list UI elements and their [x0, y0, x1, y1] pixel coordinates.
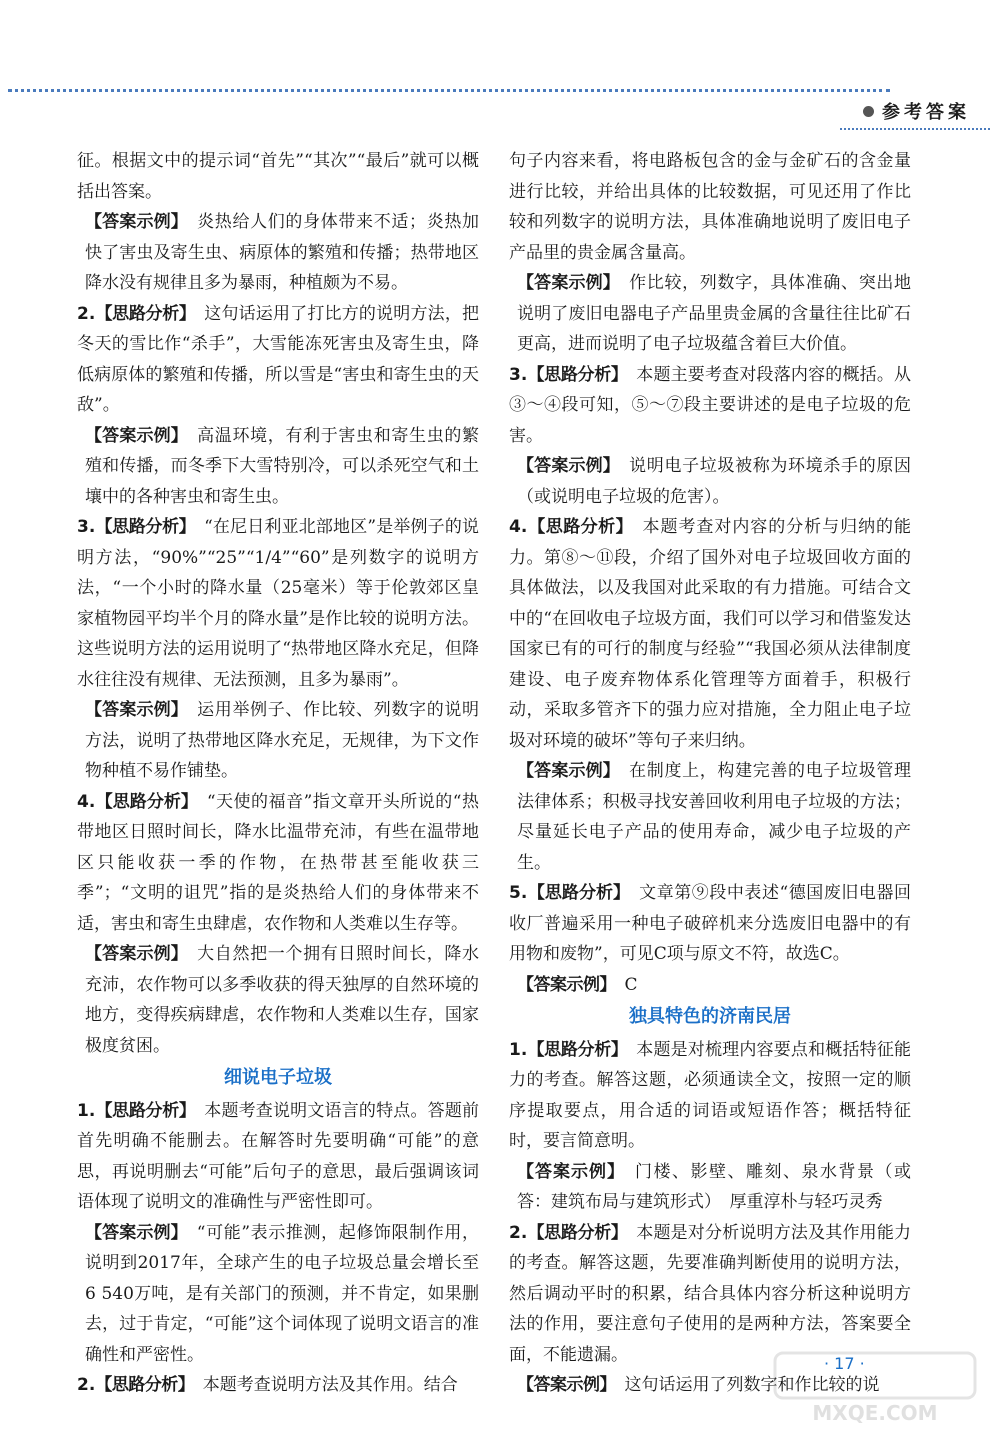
item-number: 5.: [509, 883, 528, 903]
page-number-value: 17: [834, 1354, 855, 1373]
answer-item: [77, 207, 479, 299]
item-number: 2.: [77, 1375, 96, 1395]
answer-tag: 【思路分析】: [527, 517, 625, 537]
answer-item: [509, 970, 911, 1001]
answer-text: 在制度上，构建完善的电子垃圾管理法律体系；积极寻找安善回收利用电子垃圾的方法；尽量延长电子产品的使用寿命，减少电子垃圾的产生。: [517, 761, 912, 873]
answer-tag: 【思路分析】: [95, 517, 187, 537]
answer-text: 本题考查说明文语言的特点。答题前首先明确不能删去。在解答时先要明确“可能”的意思，再说明删去“可能”后句子的意思，最后强调该词语体现了说明文的准确性与严密性即可。: [77, 1100, 480, 1212]
watermark-frame: [775, 1353, 975, 1398]
answer-item: [509, 512, 911, 756]
answer-item: [77, 1218, 479, 1371]
answer-item: [509, 756, 911, 878]
answer-text: 本题是对梳理内容要点和概括特征能力的考查。解答这题，必须通读全文，按照一定的顺序提取要点，用合适的词语或短语作答；概括特征时，要言简意明。: [509, 1039, 912, 1151]
answer-text: “天使的福音”指文章开头所说的“热带地区日照时间长，降水比温带充沛，有些在温带地区只能收获一季的作物，在热带甚至能收获三季”；“文明的诅咒”指的是炎热给人们的身体带来不适，害虫和寄生虫肆虐，农作物和人类难以生存等。: [77, 791, 480, 934]
answer-tag: 【答案示例】: [517, 974, 608, 995]
section-heading: 独具特色的济南民居: [629, 1006, 791, 1027]
answer-item: [509, 451, 911, 512]
paragraph: 征。根据文中的提示词“首先”“其次”“最后”就可以概括出答案。: [77, 151, 479, 202]
header-dotted-rule: [8, 89, 890, 92]
item-number: 3.: [77, 517, 96, 537]
answer-text: 门楼、影壁、雕刻、泉水背景（或答：建筑布局与建筑形式） 厚重淳朴与轻巧灵秀: [517, 1161, 911, 1212]
answer-text: C: [607, 974, 638, 995]
answer-text: 高温环境，有利于害虫和寄生虫的繁殖和传播，而冬季下大雪特别冷，可以杀死空气和土壤中的各种害虫和寄生虫。: [85, 425, 480, 507]
watermark-text: MXQE.COM: [812, 1401, 938, 1425]
answer-item: [509, 268, 911, 360]
answer-text: 炎热给人们的身体带来不适；炎热加快了害虫及寄生虫、病原体的繁殖和传播；热带地区降水没有规律且多为暴雨，种植颇为不易。: [85, 212, 480, 293]
answer-text: “在尼日利亚北部地区”是举例子的说明方法，“90%”“25”“1/4”“60”是列数字的说明方法，“一个小时的降水量（25毫米）等于伦敦郊区皇家植物园平均半个月的降水量”是作比较的说明方法。这些说明方法的运用说明了“热带地区降水充足，但降水往往没有规律、无法预测，且多为暴雨”。: [77, 517, 480, 690]
answer-item: [77, 939, 479, 1061]
item-number: 1.: [509, 1039, 528, 1060]
answer-text: 本题是对分析说明方法及其作用能力的考查。解答这题，先要准确判断使用的说明方法，然后调动平时的积累，结合具体内容分析这种说明方法的作用，要注意句子使用的是两种方法，答案要全面，不能遗漏。: [509, 1222, 912, 1365]
answer-tag: 【思路分析】: [527, 364, 620, 385]
answer-item: [77, 512, 479, 695]
header-underline: [840, 128, 990, 130]
answer-item: [77, 1096, 479, 1218]
answer-tag: 【答案示例】: [517, 1161, 617, 1182]
answer-tag: 【思路分析】: [95, 1100, 188, 1121]
answer-tag: 【答案示例】: [85, 944, 180, 964]
item-number: 2.: [77, 303, 96, 324]
answer-text: 作比较，列数字，具体准确、突出地说明了废旧电器电子产品里贵金属的含量往往比矿石更高，进而说明了电子垃圾蕴含着巨大价值。: [517, 273, 912, 354]
answer-item: [77, 421, 479, 513]
answer-item: [77, 695, 479, 787]
page-header: [863, 98, 970, 124]
answer-tag: 【思路分析】: [95, 303, 188, 324]
answer-text: 这句话运用了列数字和作比较的说: [607, 1375, 880, 1395]
header-title: 参考答案: [882, 102, 970, 123]
watermark-logo: [770, 1348, 980, 1428]
answer-item: [77, 1370, 479, 1401]
answer-text: 文章第⑨段中表述“德国废旧电器回收厂普遍采用一种电子破碎机来分选废旧电器中的有用物和废物”，可见C项与原文不符，故选C。: [509, 883, 911, 964]
item-number: 4.: [77, 791, 96, 812]
answer-item: [509, 1035, 911, 1157]
item-number: 1.: [77, 1100, 96, 1121]
answer-text: 本题考查对内容的分析与归纳的能力。第⑧～⑪段，介绍了国外对电子垃圾回收方面的具体做法，以及我国对此采取的有力措施。可结合文中的“在回收电子垃圾方面，我们可以学习和借鉴发达国家已有的可行的制度与经验”“我国必须从法律制度建设、电子废弃物体系化管理等方面着手，积极行动，采取多管齐下的强力应对措施，全力阻止电子垃圾对环境的破坏”等句子来归纳。: [509, 517, 912, 751]
answer-tag: 【答案示例】: [85, 700, 180, 720]
answer-text: 大自然把一个拥有日照时间长，降水充沛，农作物可以多季收获的得天独厚的自然环境的地方，变得疾病肆虐，农作物和人类难以生存，国家极度贫困。: [85, 944, 480, 1056]
answer-tag: 【思路分析】: [527, 883, 622, 903]
paragraph: 句子内容来看，将电路板包含的金与金矿石的含金量进行比较，并给出具体的比较数据，可见还用了作比较和列数字的说明方法，具体准确地说明了废旧电子产品里的贵金属含量高。: [509, 151, 911, 263]
answer-item: [77, 787, 479, 940]
answer-tag: 【答案示例】: [85, 1222, 180, 1243]
answer-text: 说明电子垃圾被称为环境杀手的原因（或说明电子垃圾的危害）。: [517, 456, 912, 507]
answer-item: [509, 360, 911, 452]
answer-tag: 【思路分析】: [527, 1039, 620, 1060]
item-number: 2.: [509, 1222, 528, 1243]
left-column: [77, 146, 479, 1401]
answer-text: 这句话运用了打比方的说明方法，把冬天的雪比作“杀手”，大雪能冻死害虫及寄生虫，降低病原体的繁殖和传播，所以雪是“害虫和寄生虫的天敌”。: [77, 303, 480, 415]
right-column: [509, 146, 911, 1401]
answer-tag: 【答案示例】: [85, 212, 180, 232]
answer-tag: 【答案示例】: [517, 273, 612, 293]
item-number: 3.: [509, 364, 528, 385]
answer-tag: 【思路分析】: [527, 1222, 620, 1243]
answer-text: 运用举例子、作比较、列数字的说明方法，说明了热带地区降水充足，无规律，为下文作物种植不易作铺垫。: [85, 700, 480, 781]
answer-tag: 【答案示例】: [517, 1375, 608, 1395]
answer-tag: 【思路分析】: [95, 1375, 186, 1395]
item-number: 4.: [509, 517, 528, 537]
answer-item: [509, 1157, 911, 1218]
section-heading: 细说电子垃圾: [224, 1067, 332, 1088]
answer-tag: 【答案示例】: [85, 425, 180, 446]
answer-text: “可能”表示推测，起修饰限制作用，说明到2017年，全球产生的电子垃圾总量会增长至6 540万吨，是有关部门的预测，并不肯定，如果删去，过于肯定，“可能”这个词体现了说明文语言的准确性和严密性。: [85, 1222, 479, 1365]
answer-tag: 【答案示例】: [517, 456, 612, 476]
answer-item: [509, 878, 911, 970]
answer-item: [77, 299, 479, 421]
answer-text: 本题主要考查对段落内容的概括。从③～④段可知，⑤～⑦段主要讲述的是电子垃圾的危害。: [509, 364, 912, 446]
answer-text: 本题考查说明方法及其作用。结合: [185, 1375, 458, 1395]
answer-tag: 【答案示例】: [517, 761, 612, 781]
bullet-icon: [863, 106, 874, 117]
answer-tag: 【思路分析】: [95, 791, 190, 812]
page-number: · 17 ·: [824, 1354, 865, 1373]
